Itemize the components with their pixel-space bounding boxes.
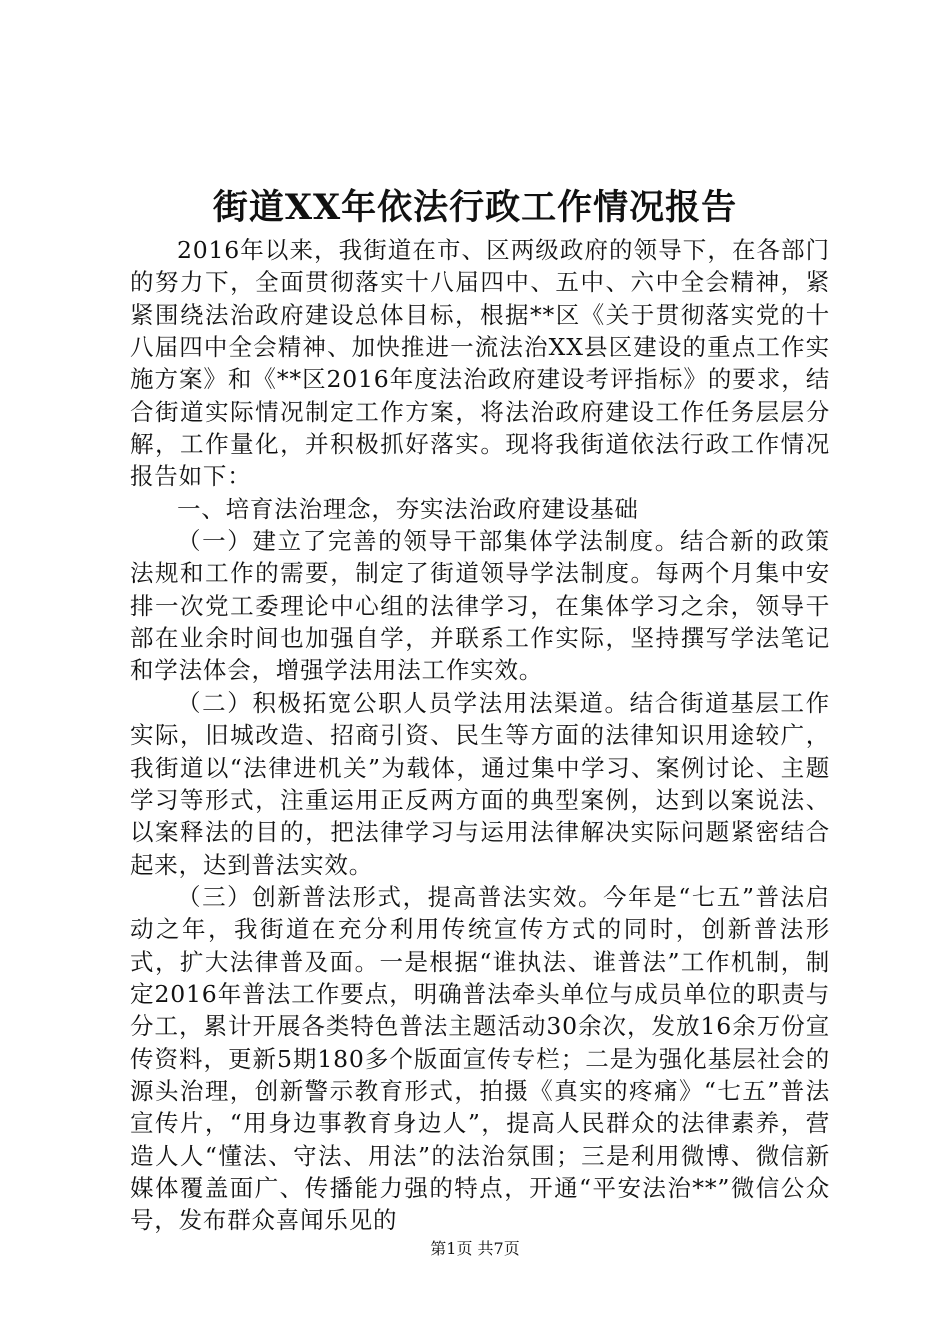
page-footer: 第1页 共7页	[430, 1239, 520, 1258]
document-body	[130, 234, 830, 1237]
intro-paragraph: 2016年以来，我街道在市、区两级政府的领导下，在各部门的努力下，全面贯彻落实十八届四中、五中、六中全会精神，紧紧围绕法治政府建设总体目标，根据**区《关于贯彻落实党的十八届四中全会精神、加快推进一流法治XX县区建设的重点工作实施方案》和《**区2016年度法治政府建设考评指标》的要求，结合街道实际情况制定工作方案，将法治政府建设工作任务层层分解，工作量化，并积极抓好落实。现将我街道依法行政工作情况报告如下：	[130, 236, 830, 491]
subsection-paragraph-2: （二）积极拓宽公职人员学法用法渠道。结合街道基层工作实际，旧城改造、招商引资、民生等方面的法律知识用途较广，我街道以“法律进机关”为载体，通过集中学习、案例讨论、主题学习等形式，注重运用正反两方面的典型案例，达到以案说法、以案释法的目的，把法律学习与运用法律解决实际问题紧密结合起来，达到普法实效。	[130, 688, 830, 879]
section-heading-1: 一、培育法治理念，夯实法治政府建设基础	[177, 494, 639, 523]
subsection-paragraph-1: （一）建立了完善的领导干部集体学法制度。结合新的政策法规和工作的需要，制定了街道领导学法制度。每两个月集中安排一次党工委理论中心组的法律学习，在集体学习之余，领导干部在业余时间也加强自学，并联系工作实际，坚持撰写学法笔记和学法体会，增强学法用法工作实效。	[130, 527, 830, 685]
document-title: 街道XX年依法行政工作情况报告	[212, 187, 738, 228]
subsection-paragraph-3: （三）创新普法形式，提高普法实效。今年是“七五”普法启动之年，我街道在充分利用传统宣传方式的同时，创新普法形式，扩大法律普及面。一是根据“谁执法、谁普法”工作机制，制定2016年普法工作要点，明确普法牵头单位与成员单位的职责与分工，累计开展各类特色普法主题活动30余次，发放16余万份宣传资料，更新5期180多个版面宣传专栏；二是为强化基层社会的源头治理，创新警示教育形式，拍摄《真实的疼痛》“七五”普法宣传片，“用身边事教育身边人”，提高人民群众的法律素养，营造人人“懂法、守法、用法”的法治氛围；三是利用微博、微信新媒体覆盖面广、传播能力强的特点，开通“平安法治**”微信公众号，发布群众喜闻乐见的	[130, 882, 830, 1235]
